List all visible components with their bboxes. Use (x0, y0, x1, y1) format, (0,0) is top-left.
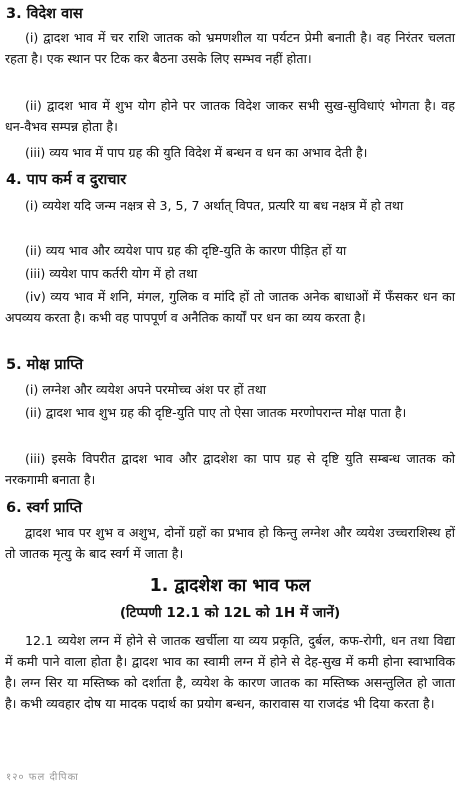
paragraph: (iii) इसके विपरीत द्वादश भाव और द्वादशेश का पाप ग्रह से दृष्टि युति सम्बन्ध जातक को नरकगामी बनाता है। (5, 451, 455, 487)
paragraph: (ii) व्यय भाव और व्ययेश पाप ग्रह की दृष्टि-युति के कारण पीड़ित हों या (25, 243, 347, 258)
paragraph: (iv) व्यय भाव में शनि, मंगल, गुलिक व मांदि हों तो जातक अनेक बाधाओं में फँसकर धन का अपव्यय करता है। कभी वह पापपूर्ण व अनैतिक कार्यों पर धन का व्यय करता है। (5, 289, 455, 325)
paragraph: (i) व्ययेश यदि जन्म नक्षत्र से 3, 5, 7 अर्थात् विपत, प्रत्यरि या बध नक्षत्र में हो तथा (25, 198, 404, 213)
page-footer: १२० फल दीपिका (6, 772, 79, 783)
paragraph: (iii) व्यय भाव में पाप ग्रह की युति विदेश में बन्धन व धन का अभाव देती है। (25, 145, 368, 160)
section-heading: 3. विदेश वास (6, 6, 83, 22)
paragraph: (i) लग्नेश और व्ययेश अपने परमोच्च अंश पर हों तथा (25, 382, 267, 397)
paragraph: (iii) व्ययेश पाप कर्तरी योग में हो तथा (25, 266, 198, 281)
paragraph: (ii) द्वादश भाव शुभ ग्रह की दृष्टि-युति पाए तो ऐसा जातक मरणोपरान्त मोक्ष पाता है। (25, 405, 407, 420)
chapter-title: 1. द्वादशेश का भाव फल (149, 576, 311, 596)
section-heading: 4. पाप कर्म व दुराचार (6, 172, 127, 188)
section-heading: 5. मोक्ष प्राप्ति (6, 357, 84, 373)
paragraph: द्वादश भाव पर शुभ व अशुभ, दोनों ग्रहों का प्रभाव हो किन्तु लग्नेश और व्ययेश उच्चराशिस्थ हों तो जातक मृत्यु के बाद स्वर्ग में जाता है। (5, 525, 455, 561)
paragraph: (ii) द्वादश भाव में शुभ योग होने पर जातक विदेश जाकर सभी सुख-सुविधाएं भोगता है। वह धन-वैभव सम्पन्न होता है। (5, 98, 455, 134)
chapter-note: (टिप्पणी 12.1 को 12L को 1H में जानें) (119, 605, 341, 621)
section-heading: 6. स्वर्ग प्राप्ति (6, 500, 83, 516)
paragraph: 12.1 व्ययेश लग्न में होने से जातक खर्चीला या व्यय प्रकृति, दुर्बल, कफ-रोगी, धन तथा विद्या में कमी पाने वाला होता है। द्वादश भाव का स्वामी लग्न में होने से देह-सुख में कमी होना स्वाभाविक है। लग्न सिर या मस्तिष्क को दर्शाता है, व्ययेश के कारण जातक का मस्तिष्क असन्तुलित हो जाता है। कभी व्यवहार दोष या मादक पदार्थ का प्रयोग बन्धन, कारावास या राजदंड भी दिया करता है। (5, 633, 455, 711)
paragraph: (i) द्वादश भाव में चर राशि जातक को भ्रमणशील या पर्यटन प्रेमी बनाती है। वह निरंतर चलता रहता है। एक स्थान पर टिक कर बैठना उसके लिए सम्भव नहीं होता। (5, 30, 455, 66)
